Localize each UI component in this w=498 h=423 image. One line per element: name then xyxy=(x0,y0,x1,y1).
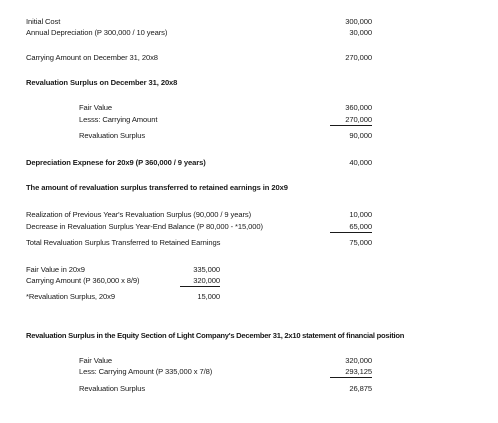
initial-cost-label: Initial Cost xyxy=(26,17,61,26)
carrying-20x9-label: Carrying Amount (P 360,000 x 8/9) xyxy=(26,276,140,285)
equity-surplus-value: 26,875 xyxy=(349,384,372,393)
initial-cost-value: 300,000 xyxy=(345,17,372,26)
equity-fair-value-value: 320,000 xyxy=(345,356,372,365)
realization-label: Realization of Previous Year's Revaluation Surplus (90,000 / 9 years) xyxy=(26,210,252,219)
fair-value-20x9-label: Fair Value in 20x9 xyxy=(26,265,85,274)
annual-depreciation-value: 30,000 xyxy=(349,28,372,37)
total-transferred-value: 75,000 xyxy=(349,238,372,247)
carrying-amount-label: Carrying Amount on December 31, 20x8 xyxy=(26,53,158,62)
surplus-20x9-label: *Revaluation Surplus, 20x9 xyxy=(26,292,116,301)
equity-surplus-label: Revaluation Surplus xyxy=(79,384,146,393)
carrying-20x9-value: 320,000 xyxy=(180,276,220,287)
surplus-value: 90,000 xyxy=(349,131,372,140)
fair-value-label: Fair Value xyxy=(79,103,113,112)
equity-less-carrying-value: 293,125 xyxy=(330,367,372,378)
equity-less-carrying-label: Less: Carrying Amount (P 335,000 x 7/8) xyxy=(79,367,213,376)
equity-section-heading: Revaluation Surplus in the Equity Section of Light Company's December 31, 2x10 statement of financial position xyxy=(26,331,405,340)
surplus-20x9-value: 15,000 xyxy=(197,292,220,301)
revaluation-surplus-heading: Revaluation Surplus on December 31, 20x8 xyxy=(26,78,178,87)
carrying-amount-value: 270,000 xyxy=(345,53,372,62)
transfer-heading: The amount of revaluation surplus transferred to retained earnings in 20x9 xyxy=(26,183,288,192)
depreciation-expense-value: 40,000 xyxy=(349,158,372,167)
less-carrying-label: Lesss: Carrying Amount xyxy=(79,115,158,124)
annual-depreciation-label: Annual Depreciation (P 300,000 / 10 years) xyxy=(26,28,168,37)
realization-value: 10,000 xyxy=(349,210,372,219)
decrease-value: 65,000 xyxy=(330,222,372,233)
surplus-label: Revaluation Surplus xyxy=(79,131,146,140)
decrease-label: Decrease in Revaluation Surplus Year-End Balance (P 80,000 - *15,000) xyxy=(26,222,263,231)
less-carrying-value: 270,000 xyxy=(330,115,372,126)
fair-value-value: 360,000 xyxy=(345,103,372,112)
equity-fair-value-label: Fair Value xyxy=(79,356,113,365)
total-transferred-label: Total Revaluation Surplus Transferred to Retained Earnings xyxy=(26,238,221,247)
fair-value-20x9-value: 335,000 xyxy=(193,265,220,274)
depreciation-expense-heading: Depreciation Expnese for 20x9 (P 360,000 / 9 years) xyxy=(26,158,206,167)
